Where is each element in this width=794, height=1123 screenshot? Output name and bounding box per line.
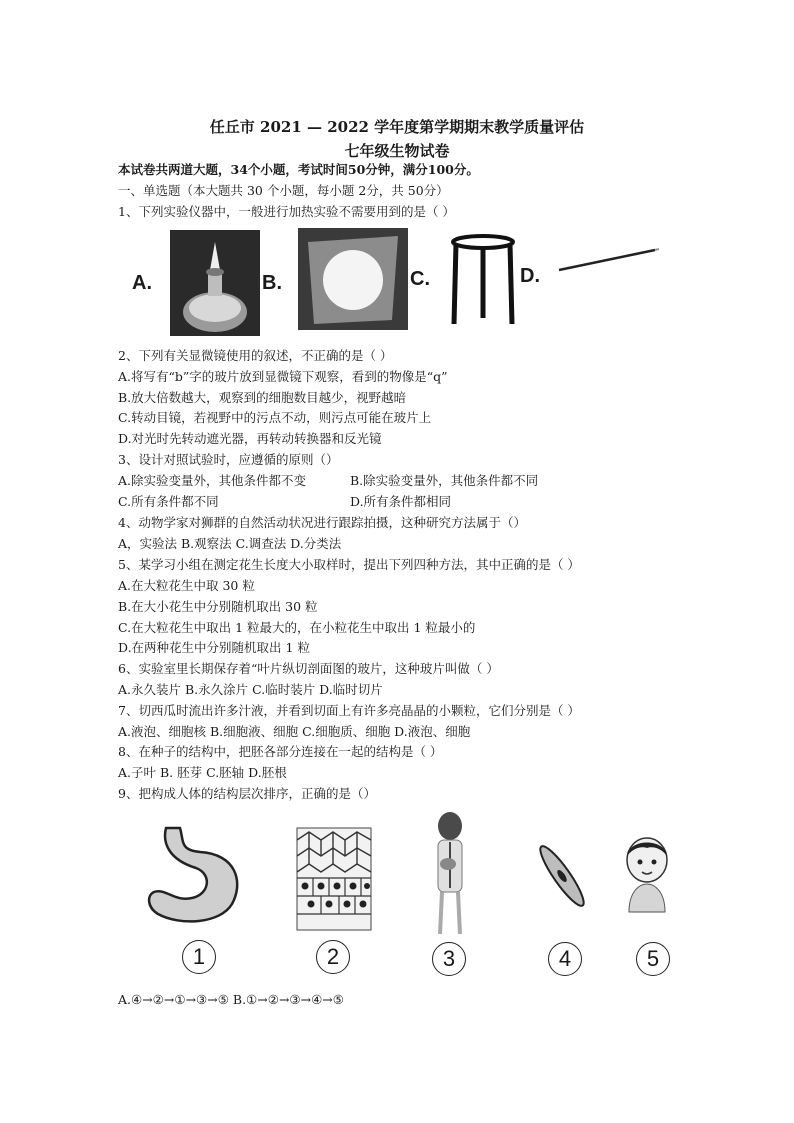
q1-stem: 1、下列实验仪器中，一般进行加热实验不需要用到的是（ ） — [118, 204, 455, 219]
q2-option-a: A.将写有“b”字的玻片放到显微镜下观察，看到的物像是“q” — [118, 369, 448, 384]
q9-number-4: 4 — [548, 942, 582, 976]
q9-number-2: 2 — [316, 940, 350, 974]
tissue-icon — [295, 826, 373, 932]
cell-icon — [536, 836, 588, 916]
q9-number-3: 3 — [432, 942, 466, 976]
q9-options: A.④→②→①→③→⑤ B.①→②→③→④→⑤ — [118, 992, 344, 1007]
q5-stem: 5、某学习小组在测定花生长度大小取样时，提出下列四种方法，其中正确的是（ ） — [118, 557, 580, 572]
q3-option-c: C.所有条件都不同 — [118, 494, 219, 509]
q9-number-5: 5 — [636, 942, 670, 976]
tripod-stand-icon — [448, 232, 518, 328]
q8-stem: 8、在种子的结构中，把胚各部分连接在一起的结构是（ ） — [118, 744, 443, 759]
q2-option-d: D.对光时先转动遮光器，再转动转换器和反光镜 — [118, 431, 382, 446]
q7-stem: 7、切西瓜时流出许多汁液，并看到切面上有许多亮晶晶的小颗粒，它们分别是（ ） — [118, 703, 580, 718]
q4-options: A，实验法 B.观察法 C.调查法 D.分类法 — [118, 536, 342, 551]
q5-option-a: A.在大粒花生中取 30 粒 — [118, 578, 255, 593]
exam-title: 任丘市 2021 — 2022 学年度第学期期末教学质量评估 — [209, 118, 585, 136]
q8-options: A.子叶 B. 胚芽 C.胚轴 D.胚根 — [118, 765, 287, 780]
q5-option-c: C.在大粒花生中取出 1 粒最大的，在小粒花生中取出 1 粒最小的 — [118, 620, 476, 635]
q3-stem: 3、设计对照试验时，应遵循的原则（） — [118, 452, 339, 467]
exam-subtitle: 七年级生物试卷 — [344, 142, 450, 160]
alcohol-lamp-icon — [170, 230, 260, 336]
q1-label-b: B. — [262, 272, 282, 294]
q2-option-c: C.转动目镜，若视野中的污点不动，则污点可能在玻片上 — [118, 410, 432, 425]
exam-intro: 本试卷共两道大题，34个小题，考试时间50分钟，满分100分。 — [118, 162, 479, 177]
q7-options: A.液泡、细胞核 B.细胞液、细胞 C.细胞质、细胞 D.液泡、细胞 — [118, 724, 471, 739]
q1-label-c: C. — [410, 268, 430, 290]
human-body-icon — [615, 834, 679, 914]
q9-stem: 9、把构成人体的结构层次排序，正确的是（） — [118, 786, 376, 801]
q3-option-a: A.除实验变量外，其他条件都不变 — [118, 473, 307, 488]
q5-option-d: D.在两种花生中分别随机取出 1 粒 — [118, 640, 310, 655]
q2-stem: 2、下列有关显微镜使用的叙述，不正确的是（ ） — [118, 348, 393, 363]
q5-option-b: B.在大小花生中分别随机取出 30 粒 — [118, 599, 318, 614]
q2-option-b: B.放大倍数越大，观察到的细胞数目越少，视野越暗 — [118, 390, 407, 405]
section-heading: 一、单选题（本大题共 30 个小题，每小题 2分，共 50分） — [118, 183, 449, 198]
q1-label-d: D. — [520, 265, 540, 287]
q3-option-d: D.所有条件都相同 — [350, 494, 452, 509]
glass-rod-icon — [555, 240, 665, 280]
human-system-icon — [420, 808, 480, 938]
q3-option-b: B.除实验变量外，其他条件都不同 — [350, 473, 539, 488]
q1-label-a: A. — [132, 272, 152, 294]
q4-stem: 4、动物学家对狮群的自然活动状况进行跟踪拍摄，这种研究方法属于（） — [118, 515, 526, 530]
stomach-icon — [140, 822, 255, 930]
q9-number-1: 1 — [182, 940, 216, 974]
q6-stem: 6、实验室里长期保存着“叶片纵切剖面图的玻片，这种玻片叫做（ ） — [118, 661, 499, 676]
q6-options: A.永久装片 B.永久涂片 C.临时装片 D.临时切片 — [118, 682, 383, 697]
asbestos-gauze-icon — [298, 228, 408, 330]
